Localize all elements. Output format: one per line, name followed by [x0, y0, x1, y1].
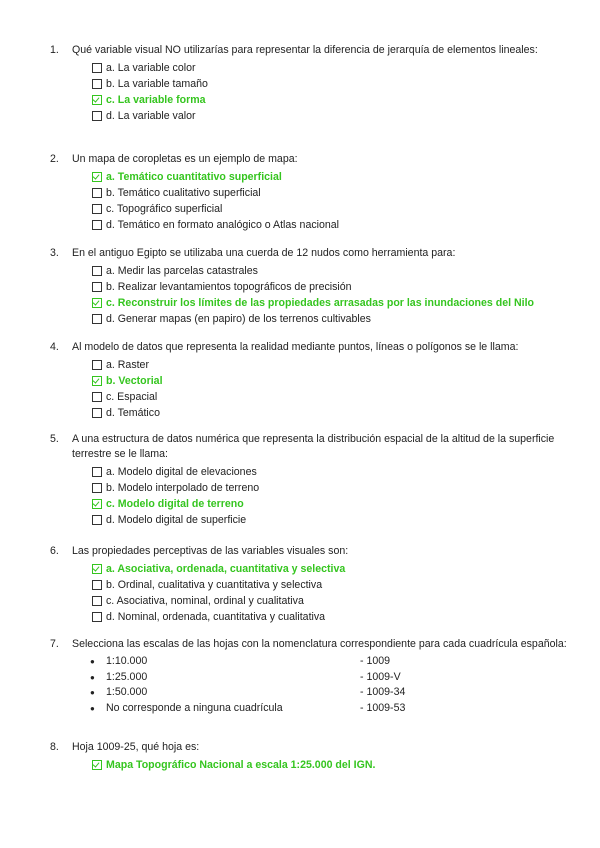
checked-checkbox-icon[interactable]	[92, 564, 102, 574]
option-a[interactable]: a. Raster	[50, 357, 570, 373]
question-text: Las propiedades perceptivas de las variables visuales son:	[72, 545, 349, 557]
option-d[interactable]: d. Modelo digital de superficie	[50, 512, 570, 528]
option-d[interactable]: d. Nominal, ordenada, cuantitativa y cualitativa	[50, 609, 570, 625]
question-text: Al modelo de datos que representa la realidad mediante puntos, líneas o polígonos se le llama:	[72, 341, 519, 353]
checkbox-icon[interactable]	[92, 266, 102, 276]
question-number: 1.	[50, 44, 59, 56]
checkbox-icon[interactable]	[92, 282, 102, 292]
checkbox-icon[interactable]	[92, 188, 102, 198]
scale-row: ● 1:50.000 - 1009-34	[50, 685, 570, 701]
option-c[interactable]: c. Asociativa, nominal, ordinal y cualitativa	[50, 593, 570, 609]
checked-checkbox-icon[interactable]	[92, 760, 102, 770]
checked-checkbox-icon[interactable]	[92, 298, 102, 308]
checked-checkbox-icon[interactable]	[92, 376, 102, 386]
checkbox-icon[interactable]	[92, 204, 102, 214]
scale-row: ● 1:25.000 - 1009-V	[50, 670, 570, 686]
option-b[interactable]: b. La variable tamaño	[50, 76, 570, 92]
option-c[interactable]: c. Espacial	[50, 389, 570, 405]
checked-checkbox-icon[interactable]	[92, 95, 102, 105]
option-c[interactable]: c. La variable forma	[50, 92, 570, 108]
question-number: 5.	[50, 433, 59, 445]
option-d[interactable]: d. La variable valor	[50, 108, 570, 124]
checkbox-icon[interactable]	[92, 483, 102, 493]
question-text: A una estructura de datos numérica que representa la distribución espacial de la altitud de la superficie terrestre se le llama:	[72, 433, 555, 460]
checkbox-icon[interactable]	[92, 63, 102, 73]
checkbox-icon[interactable]	[92, 612, 102, 622]
checkbox-icon[interactable]	[92, 360, 102, 370]
bullet-icon: ●	[90, 657, 95, 666]
question-3	[50, 246, 570, 327]
option-b[interactable]: b. Ordinal, cualitativa y cuantitativa y selectiva	[50, 577, 570, 593]
scale-row: ● No corresponde a ninguna cuadrícula - 1009-53	[50, 701, 570, 717]
checked-checkbox-icon[interactable]	[92, 172, 102, 182]
checkbox-icon[interactable]	[92, 79, 102, 89]
checkbox-icon[interactable]	[92, 515, 102, 525]
option-b[interactable]: b. Temático cualitativo superficial	[50, 185, 570, 201]
question-4	[50, 340, 570, 421]
option-a[interactable]: a. Asociativa, ordenada, cuantitativa y selectiva	[50, 561, 570, 577]
question-text: Selecciona las escalas de las hojas con la nomenclatura correspondiente para cada cuadrícula española:	[72, 638, 567, 650]
question-2	[50, 152, 570, 233]
question-text: Qué variable visual NO utilizarías para representar la diferencia de jerarquía de elementos lineales:	[72, 44, 538, 56]
option-d[interactable]: d. Generar mapas (en papiro) de los terrenos cultivables	[50, 311, 570, 327]
question-number: 2.	[50, 153, 59, 165]
checkbox-icon[interactable]	[92, 220, 102, 230]
question-text: Un mapa de coropletas es un ejemplo de mapa:	[72, 153, 298, 165]
question-text: En el antiguo Egipto se utilizaba una cuerda de 12 nudos como herramienta para:	[72, 247, 456, 259]
checkbox-icon[interactable]	[92, 596, 102, 606]
option-a[interactable]: a. Temático cuantitativo superficial	[50, 169, 570, 185]
checked-checkbox-icon[interactable]	[92, 499, 102, 509]
bullet-icon: ●	[90, 688, 95, 697]
checkbox-icon[interactable]	[92, 580, 102, 590]
option-a[interactable]: a. La variable color	[50, 60, 570, 76]
answer-option[interactable]: Mapa Topográfico Nacional a escala 1:25.000 del IGN.	[50, 757, 570, 773]
question-1	[50, 43, 570, 124]
question-number: 8.	[50, 741, 59, 753]
checkbox-icon[interactable]	[92, 314, 102, 324]
option-b[interactable]: b. Modelo interpolado de terreno	[50, 480, 570, 496]
question-number: 6.	[50, 545, 59, 557]
bullet-icon: ●	[90, 703, 95, 713]
question-8	[50, 740, 570, 773]
option-b[interactable]: b. Vectorial	[50, 373, 570, 389]
option-d[interactable]: d. Temático	[50, 405, 570, 421]
checkbox-icon[interactable]	[92, 467, 102, 477]
question-6	[50, 544, 570, 625]
option-d[interactable]: d. Temático en formato analógico o Atlas nacional	[50, 217, 570, 233]
checkbox-icon[interactable]	[92, 111, 102, 121]
question-7	[50, 637, 570, 716]
option-a[interactable]: a. Medir las parcelas catastrales	[50, 263, 570, 279]
question-number: 3.	[50, 247, 59, 259]
option-c[interactable]: c. Reconstruir los límites de las propiedades arrasadas por las inundaciones del Nilo	[50, 295, 570, 311]
scale-row: ● 1:10.000 - 1009	[50, 654, 570, 670]
question-number: 4.	[50, 341, 59, 353]
option-c[interactable]: c. Modelo digital de terreno	[50, 496, 570, 512]
question-5	[50, 432, 570, 528]
checkbox-icon[interactable]	[92, 392, 102, 402]
option-c[interactable]: c. Topográfico superficial	[50, 201, 570, 217]
option-b[interactable]: b. Realizar levantamientos topográficos de precisión	[50, 279, 570, 295]
checkbox-icon[interactable]	[92, 408, 102, 418]
option-a[interactable]: a. Modelo digital de elevaciones	[50, 464, 570, 480]
question-text: Hoja 1009-25, qué hoja es:	[72, 741, 200, 753]
bullet-icon: ●	[90, 672, 95, 682]
question-number: 7.	[50, 638, 59, 650]
